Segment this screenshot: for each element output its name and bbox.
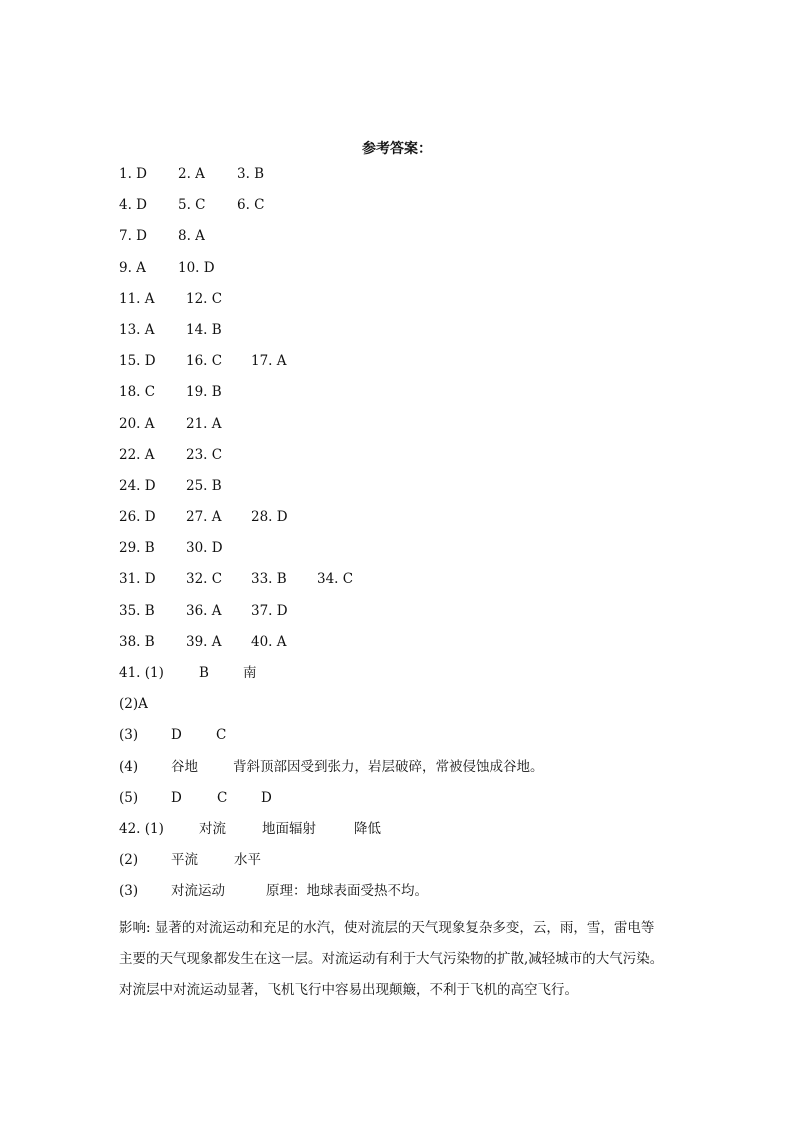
answer-row [119, 321, 679, 352]
answer-number: 35. B [119, 602, 155, 619]
answer-row [119, 446, 679, 477]
answer-list [119, 165, 679, 914]
answer-value: 27. A [186, 509, 222, 526]
answer-value: C [217, 789, 228, 806]
answer-value: 21. A [186, 415, 222, 432]
answer-value: 谷地 [171, 758, 198, 775]
answer-value: 36. A [186, 602, 222, 619]
answer-number: (2)A [119, 696, 148, 713]
answer-row [119, 789, 679, 820]
answer-row [119, 851, 679, 882]
paragraph-line: 主要的天气现象都发生在这一层。对流运动有利于大气污染物的扩散,减轻城市的大气污染。 [119, 951, 664, 968]
answer-number: 41. (1) [119, 665, 164, 681]
answer-value: 32. C [186, 571, 223, 588]
answer-row [119, 508, 679, 539]
answer-value: B [199, 665, 209, 681]
answer-value: 对流 [199, 820, 226, 837]
answer-value: 平流 [171, 852, 198, 869]
answer-value: 34. C [317, 571, 354, 588]
answer-value: 23. C [186, 446, 223, 463]
answer-number: 18. C [119, 384, 156, 401]
answer-value: 5. C [178, 197, 206, 214]
answer-number: (4) [119, 758, 139, 775]
answer-number: 1. D [119, 166, 147, 182]
answer-value: D [171, 727, 182, 744]
answer-row [119, 695, 679, 726]
answer-number: 29. B [119, 540, 155, 557]
answer-value: 40. A [251, 633, 287, 650]
answer-value: 16. C [186, 353, 223, 370]
answer-number: 4. D [119, 197, 147, 214]
answer-row [119, 290, 679, 321]
answer-number: 9. A [119, 259, 146, 276]
answer-value: 降低 [354, 820, 381, 837]
answer-value: 33. B [251, 571, 287, 588]
answer-value: D [171, 789, 182, 806]
answer-number: 11. A [119, 290, 155, 307]
answer-row [119, 726, 679, 757]
answer-row [119, 227, 679, 258]
answer-value: 14. B [186, 321, 222, 338]
answer-number: 20. A [119, 415, 155, 432]
answer-value: 28. D [251, 509, 288, 526]
answer-value: 水平 [234, 852, 261, 869]
answer-number: (2) [119, 852, 139, 869]
answer-row [119, 196, 679, 227]
answer-value: 12. C [186, 290, 223, 307]
answer-value: 6. C [237, 197, 265, 214]
answer-value: C [216, 727, 227, 744]
answer-value: 37. D [251, 602, 288, 619]
answer-row [119, 602, 679, 633]
answer-number: 22. A [119, 446, 155, 463]
answer-number: 38. B [119, 633, 155, 650]
answer-value: 3. B [237, 166, 265, 182]
answer-value: 背斜顶部因受到张力，岩层破碎，常被侵蚀成谷地。 [233, 758, 544, 775]
answer-number: 42. (1) [119, 820, 164, 837]
paragraph-line: 影响: 显著的对流运动和充足的水汽，使对流层的天气现象复杂多变，云，雨，雪，雷电等 [119, 920, 655, 936]
answer-value: 39. A [186, 633, 222, 650]
answer-value: 17. A [251, 353, 287, 370]
answer-number: 7. D [119, 228, 147, 245]
answer-row [119, 165, 679, 196]
answer-row [119, 758, 679, 789]
answer-row [119, 882, 679, 913]
answer-number: (3) [119, 883, 139, 900]
answer-value: 25. B [186, 477, 222, 494]
answer-row [119, 820, 679, 851]
answer-row [119, 477, 679, 508]
answer-value: 原理：地球表面受热不均。 [266, 883, 428, 900]
answer-value: 对流运动 [171, 883, 225, 900]
answer-number: 15. D [119, 353, 156, 370]
answer-value: D [261, 789, 272, 806]
explanation-paragraph [119, 913, 684, 1007]
answer-value: 2. A [178, 166, 205, 182]
answer-row [119, 352, 679, 383]
answer-value: 10. D [178, 259, 215, 276]
answer-row [119, 383, 679, 414]
answer-row [119, 539, 679, 570]
answer-value: 南 [243, 665, 257, 681]
answer-value: 30. D [186, 540, 223, 557]
answer-number: 26. D [119, 509, 156, 526]
answer-row [119, 415, 679, 446]
paragraph-line: 对流层中对流运动显著，飞机飞行中容易出现颠簸，不利于飞机的高空飞行。 [119, 982, 578, 999]
answer-row [119, 664, 679, 695]
answer-value: 8. A [178, 228, 205, 245]
answer-value: 19. B [186, 384, 222, 401]
answer-row [119, 570, 679, 601]
answer-number: 24. D [119, 477, 156, 494]
answer-value: 地面辐射 [262, 820, 316, 837]
answer-number: (5) [119, 789, 139, 806]
answer-number: 13. A [119, 321, 155, 338]
answer-row [119, 259, 679, 290]
answer-number: (3) [119, 727, 139, 744]
page-title: 参考答案： [362, 141, 432, 157]
answer-row [119, 633, 679, 664]
answer-number: 31. D [119, 571, 156, 588]
